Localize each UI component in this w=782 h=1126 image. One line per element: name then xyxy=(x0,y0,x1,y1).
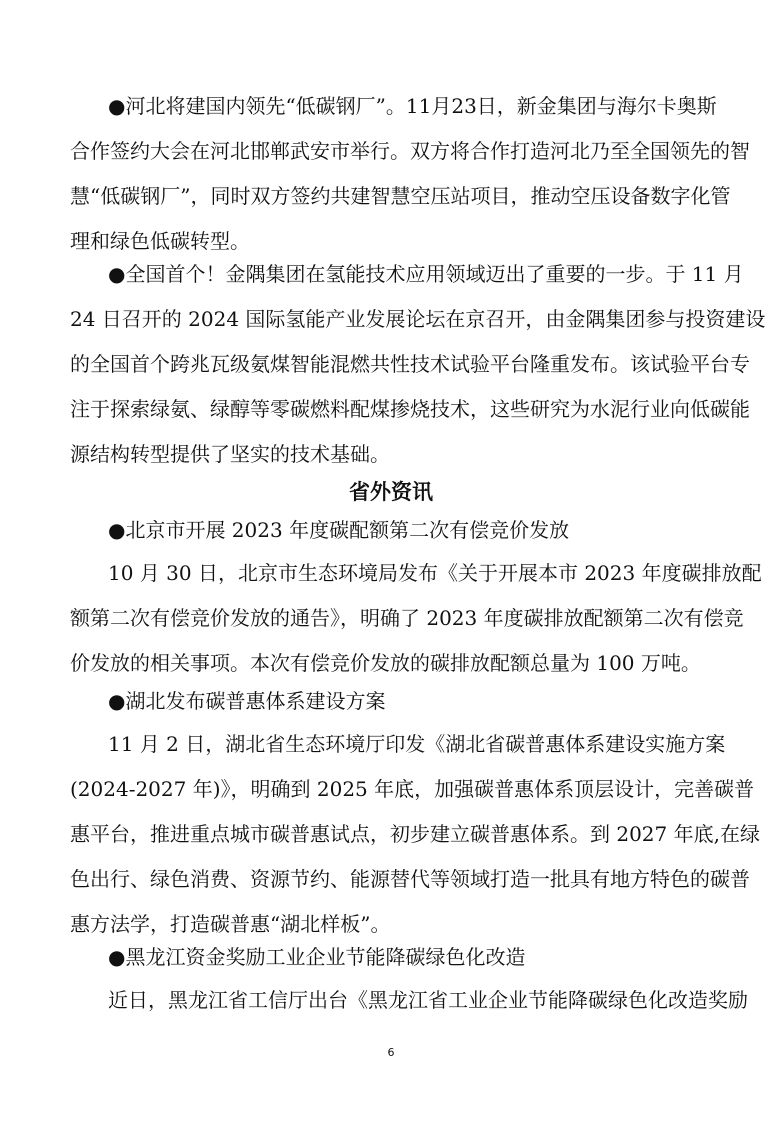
news-paragraph-jinyu-hydrogen xyxy=(70,252,766,477)
text-line: ●全国首个！金隅集团在氢能技术应用领域迈出了重要的一步。于 11 月 xyxy=(108,262,744,286)
text-line: 色出行、绿色消费、资源节约、能源替代等领域打造一批具有地方特色的碳普 xyxy=(70,867,750,891)
text-line: 额第二次有偿竞价发放的通告》，明确了 2023 年度碳排放配额第二次有偿竞 xyxy=(70,606,744,630)
text-line: 注于探索绿氨、绿醇等零碳燃料配煤掺烧技术，这些研究为水泥行业向低碳能 xyxy=(70,397,750,421)
news-heading-hubei-carbon-inclusion xyxy=(70,679,718,724)
text-line: 24 日召开的 2024 国际氢能产业发展论坛在京召开，由金隅集团参与投资建设 xyxy=(70,307,766,331)
news-paragraph-hubei-carbon-inclusion xyxy=(70,722,760,947)
text-line: ●湖北发布碳普惠体系建设方案 xyxy=(108,689,386,713)
text-line: 源结构转型提供了坚实的技术基础。 xyxy=(70,442,390,466)
text-line: 近日，黑龙江省工信厅出台《黑龙江省工业企业节能降碳绿色化改造奖励 xyxy=(108,988,748,1012)
news-heading-beijing-carbon-quota xyxy=(70,508,718,553)
section-title: 省外资讯 xyxy=(349,480,433,504)
text-line: 的全国首个跨兆瓦级氨煤智能混燃共性技术试验平台隆重发布。该试验平台专 xyxy=(70,352,750,376)
text-line: ●河北将建国内领先“低碳钢厂”。11月23日，新金集团与海尔卡奥斯 xyxy=(108,94,717,118)
news-paragraph-heilongjiang-funding xyxy=(70,978,748,1023)
text-line: 10 月 30 日，北京市生态环境局发布《关于开展本市 2023 年度碳排放配 xyxy=(108,561,762,585)
page-number: 6 xyxy=(387,1046,395,1059)
text-line: (2024-2027 年)》，明确到 2025 年底，加强碳普惠体系顶层设计，完善碳普 xyxy=(70,777,755,801)
text-line: ●黑龙江资金奖励工业企业节能降碳绿色化改造 xyxy=(108,945,526,969)
text-line: 惠平台，推进重点城市碳普惠试点，初步建立碳普惠体系。到 2027 年底,在绿 xyxy=(70,822,760,846)
text-line: 理和绿色低碳转型。 xyxy=(70,229,250,253)
text-line: 合作签约大会在河北邯郸武安市举行。双方将合作打造河北乃至全国领先的智 xyxy=(70,139,750,163)
text-line: 价发放的相关事项。本次有偿竞价发放的碳排放配额总量为 100 万吨。 xyxy=(70,651,701,675)
text-line: 11 月 2 日，湖北省生态环境厅印发《湖北省碳普惠体系建设实施方案 xyxy=(108,732,726,756)
text-line: 惠方法学，打造碳普惠“湖北样板”。 xyxy=(70,912,391,936)
news-paragraph-beijing-carbon-quota xyxy=(70,551,762,686)
news-paragraph-hebei-low-carbon-steel xyxy=(70,84,750,264)
text-line: ●北京市开展 2023 年度碳配额第二次有偿竞价发放 xyxy=(108,518,570,542)
text-line: 慧“低碳钢厂”，同时双方签约共建智慧空压站项目，推动空压设备数字化管 xyxy=(70,184,731,208)
news-heading-heilongjiang-funding xyxy=(70,935,718,980)
